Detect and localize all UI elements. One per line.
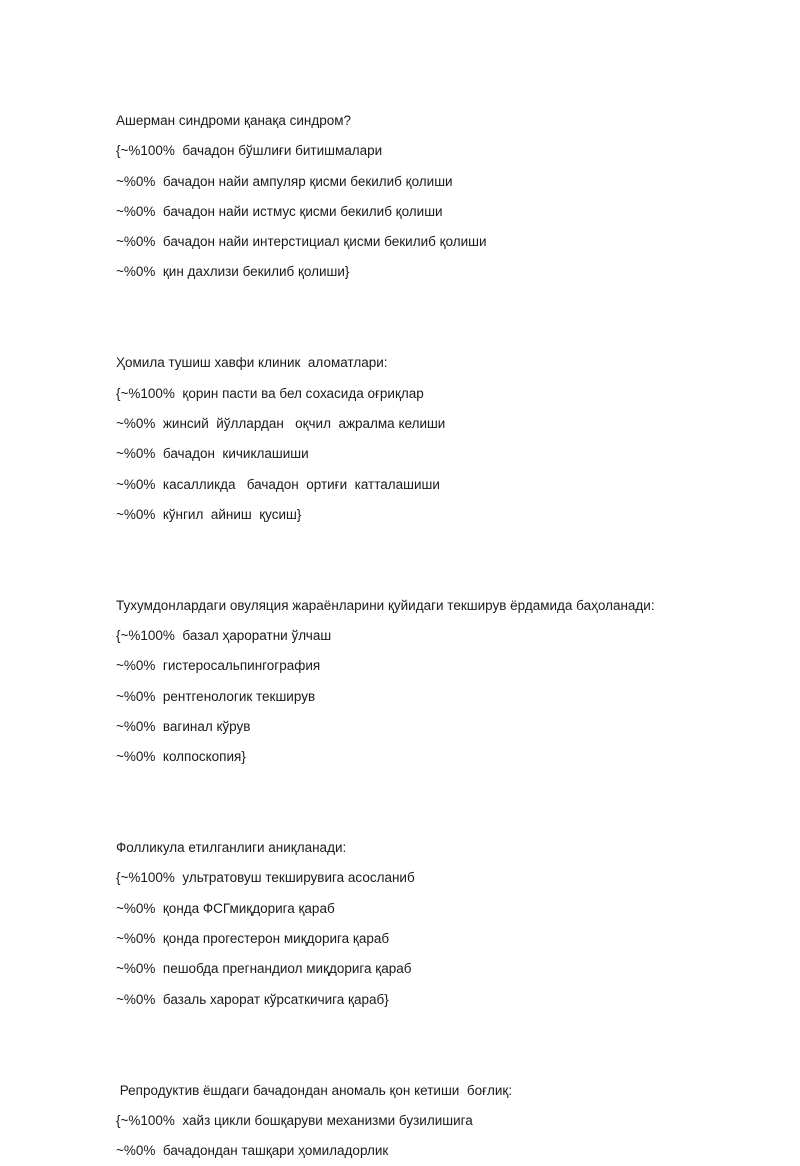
answer-option: ~%0% бачадон найи ампуляр қисми бекилиб қолиши — [116, 167, 776, 197]
answer-option: {~%100% базал ҳароратни ўлчаш — [116, 621, 776, 651]
question-text: Репродуктив ёшдаги бачадондан аномаль қон кетиши боғлиқ: — [116, 1076, 776, 1106]
answer-option: {~%100% ультратовуш текширувига асосланиб — [116, 863, 776, 893]
answer-option: {~%100% хайз цикли бошқаруви механизми бузилишига — [116, 1106, 776, 1136]
block-spacer — [116, 288, 776, 349]
question-text: Ҳомила тушиш хавфи клиник аломатлари: — [116, 348, 776, 378]
question-block-2 — [116, 348, 776, 530]
answer-option: {~%100% бачадон бўшлиғи битишмалари — [116, 136, 776, 166]
answer-option: ~%0% қонда ФСГмиқдорига қараб — [116, 894, 776, 924]
answer-option: ~%0% базаль харорат кўрсаткичига қараб} — [116, 985, 776, 1015]
answer-option: ~%0% гистеросальпингография — [116, 651, 776, 681]
answer-option: ~%0% қин дахлизи бекилиб қолиши} — [116, 257, 776, 287]
answer-option: ~%0% бачадон кичиклашиши — [116, 439, 776, 469]
question-text: Фолликула етилганлиги аниқланади: — [116, 833, 776, 863]
block-spacer — [116, 530, 776, 591]
answer-option: ~%0% пешобда прегнандиол миқдорига қараб — [116, 954, 776, 984]
answer-option: ~%0% қонда прогестерон миқдорига қараб — [116, 924, 776, 954]
question-text: Ашерман синдроми қанақа синдром? — [116, 106, 776, 136]
answer-option: ~%0% бачадон найи интерстициал қисми бекилиб қолиши — [116, 227, 776, 257]
block-spacer — [116, 1015, 776, 1076]
answer-option: ~%0% касалликда бачадон ортиғи катталашиши — [116, 470, 776, 500]
question-block-5 — [116, 1076, 776, 1166]
answer-option: ~%0% вагинал кўрув — [116, 712, 776, 742]
answer-option: ~%0% жинсий йўллардан оқчил ажралма келиши — [116, 409, 776, 439]
question-text: Тухумдонлардаги овуляция жараёнларини қуйидаги текширув ёрдамида баҳоланади: — [116, 591, 776, 621]
block-spacer — [116, 773, 776, 834]
answer-option: ~%0% колпоскопия} — [116, 742, 776, 772]
question-block-4 — [116, 833, 776, 1015]
answer-option: ~%0% бачадондан ташқари ҳомиладорлик — [116, 1136, 776, 1166]
answer-option: {~%100% қорин пасти ва бел сохасида оғриқлар — [116, 379, 776, 409]
answer-option: ~%0% бачадон найи истмус қисми бекилиб қолиши — [116, 197, 776, 227]
document-page — [116, 106, 776, 1166]
question-block-3 — [116, 591, 776, 773]
answer-option: ~%0% рентгенологик текширув — [116, 682, 776, 712]
question-block-1 — [116, 106, 776, 288]
answer-option: ~%0% кўнгил айниш қусиш} — [116, 500, 776, 530]
